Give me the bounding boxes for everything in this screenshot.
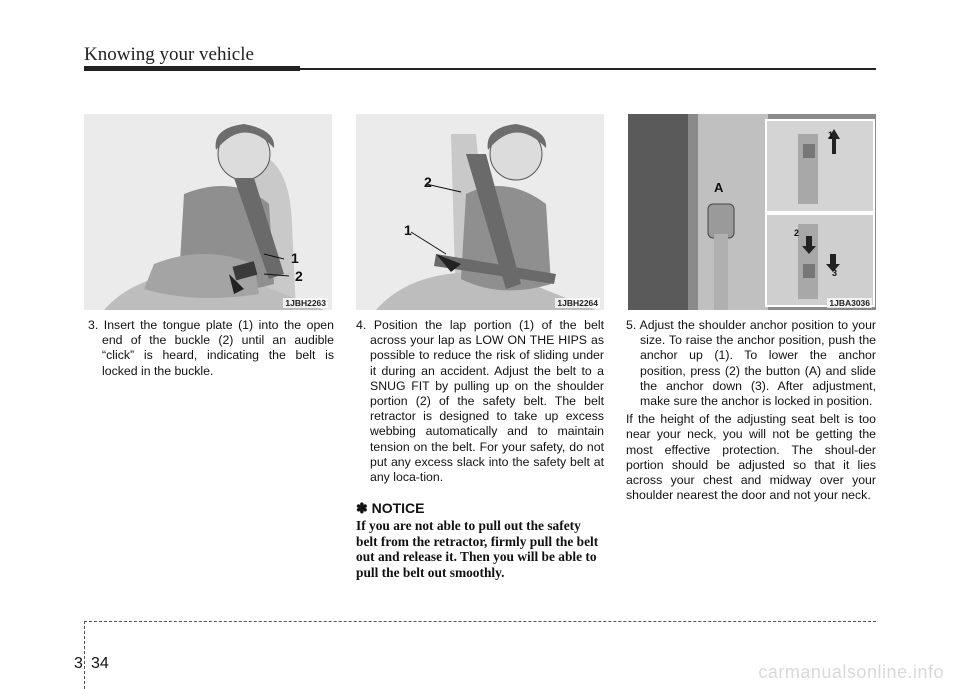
figure-code: 1JBH2263 — [285, 298, 326, 308]
footer-divider — [84, 621, 85, 689]
notice-title: ✽ NOTICE — [356, 500, 425, 517]
callout-1: 1 — [828, 130, 834, 140]
callout-2: 2 — [424, 174, 432, 190]
column-1 — [88, 318, 334, 379]
step-4-text: 4. Position the lap portion (1) of the belt across your lap as LOW ON THE HIPS as possible to reduce the risk of sliding under it during an accident. Adjust the belt to a SNUG FIT by pulling up on the shoulder portion (2) of the safety belt. The belt retractor is designed to take up excess webbing automatically and to maintain tension on the belt. For your safety, do not put any excess slack into the safety belt at any loca-tion. — [356, 318, 604, 485]
header-rule — [84, 66, 300, 71]
step-5-text: 5. Adjust the shoulder anchor position to your size. To raise the anchor position, push the anchor up (1). To lower the anchor position, press (2) the button (A) and slide the anchor down (3). After adjustment, make sure the anchor is locked in position. — [626, 318, 876, 409]
callout-2: 2 — [295, 268, 303, 284]
figure-lap-belt-position — [356, 114, 604, 310]
header-title: Knowing your vehicle — [84, 44, 254, 65]
callout-2: 2 — [794, 228, 800, 238]
figure-shoulder-anchor — [628, 114, 876, 310]
notice-body: If you are not able to pull out the safety belt from the retractor, firmly pull the belt out and release it. Then you will be able to pull the belt out smoothly. — [356, 518, 599, 580]
footer-rule — [84, 621, 876, 622]
paragraph-text: If the height of the adjusting seat belt is too near your neck, you will not be getting the most effective protection. The shoul-der portion should be adjusted so that it lies across your chest and midway over your shoulder nearest the door and not your neck. — [626, 412, 876, 503]
page-number: 34 — [91, 655, 109, 672]
column-3 — [626, 318, 876, 503]
section-number: 3 — [74, 655, 83, 672]
callout-1: 1 — [404, 222, 412, 238]
step-3-text: 3. Insert the tongue plate (1) into the open end of the buckle (2) until an audible “click” is heard, indicating the belt is locked in the buckle. — [88, 318, 334, 378]
seatbelt-illustration-2 — [356, 114, 604, 310]
figure-code: 1JBA3036 — [829, 298, 870, 308]
column-2 — [356, 318, 604, 580]
figure-buckle-insert — [84, 114, 332, 310]
callout-1: 1 — [291, 250, 299, 266]
figure-code: 1JBH2264 — [557, 298, 598, 308]
watermark: carmanualsonline.info — [758, 662, 944, 682]
header-rule-thin — [300, 68, 876, 70]
callout-3: 3 — [832, 268, 838, 278]
callout-A: A — [714, 180, 724, 195]
seatbelt-illustration-3 — [628, 114, 876, 310]
